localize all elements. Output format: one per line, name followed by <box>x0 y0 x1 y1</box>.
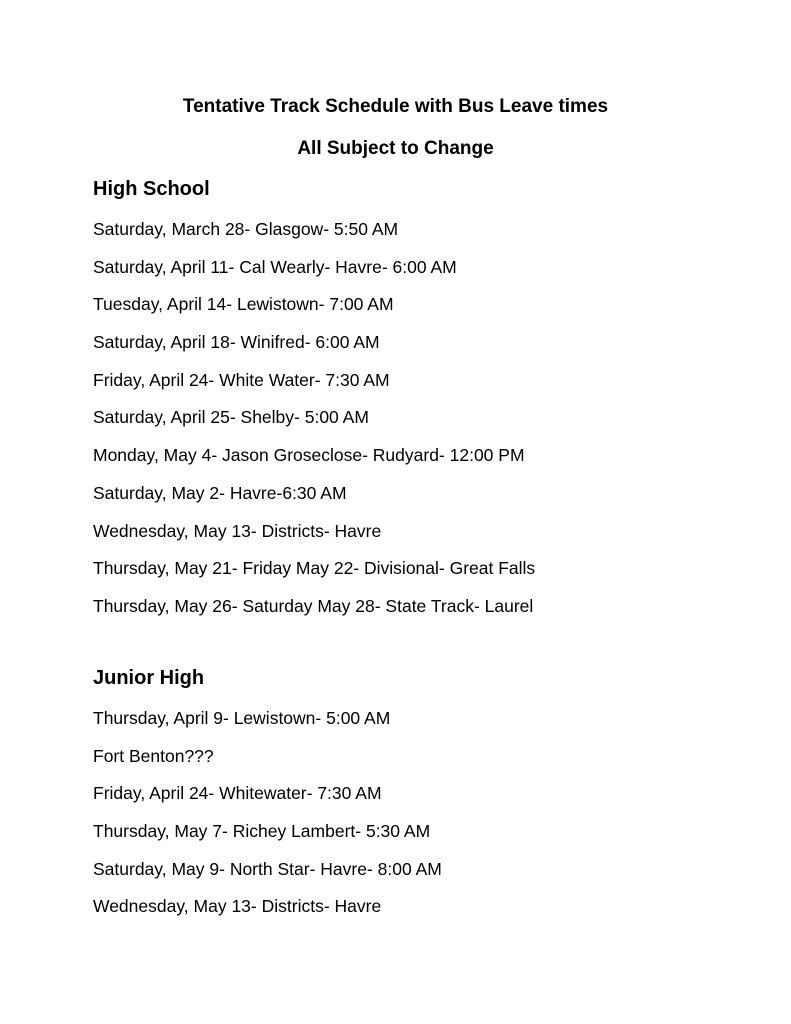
list-item: Tuesday, April 14- Lewistown- 7:00 AM <box>93 294 394 315</box>
section-heading-junior-high: Junior High <box>93 667 205 689</box>
list-item: Friday, April 24- Whitewater- 7:30 AM <box>93 783 382 804</box>
list-item: Thursday, May 26- Saturday May 28- State Track- Laurel <box>93 595 534 616</box>
list-item: Saturday, May 2- Havre-6:30 AM <box>93 482 347 503</box>
document-title: Tentative Track Schedule with Bus Leave times <box>182 96 609 117</box>
list-item: Saturday, April 18- Winifred- 6:00 AM <box>93 332 380 353</box>
document-subtitle: All Subject to Change <box>297 138 494 159</box>
list-item: Saturday, March 28- Glasgow- 5:50 AM <box>93 219 399 239</box>
list-item: Saturday, April 25- Shelby- 5:00 AM <box>93 407 369 428</box>
list-item: Wednesday, May 13- Districts- Havre <box>93 896 382 917</box>
list-item: Thursday, May 21- Friday May 22- Divisional- Great Falls <box>93 558 536 579</box>
list-item: Saturday, May 9- North Star- Havre- 8:00 AM <box>93 858 442 879</box>
list-item: Saturday, April 11- Cal Wearly- Havre- 6:00 AM <box>93 256 457 277</box>
list-item: Wednesday, May 13- Districts- Havre <box>93 520 382 541</box>
list-item: Thursday, April 9- Lewistown- 5:00 AM <box>93 708 391 728</box>
section-heading-high-school: High School <box>93 178 210 200</box>
list-item: Thursday, May 7- Richey Lambert- 5:30 AM <box>93 821 431 842</box>
high-school-schedule-list <box>93 218 535 633</box>
junior-high-schedule-list <box>93 707 442 933</box>
list-item: Friday, April 24- White Water- 7:30 AM <box>93 369 390 390</box>
list-item: Fort Benton??? <box>93 745 214 766</box>
list-item: Monday, May 4- Jason Groseclose- Rudyard- 12:00 PM <box>93 445 525 466</box>
